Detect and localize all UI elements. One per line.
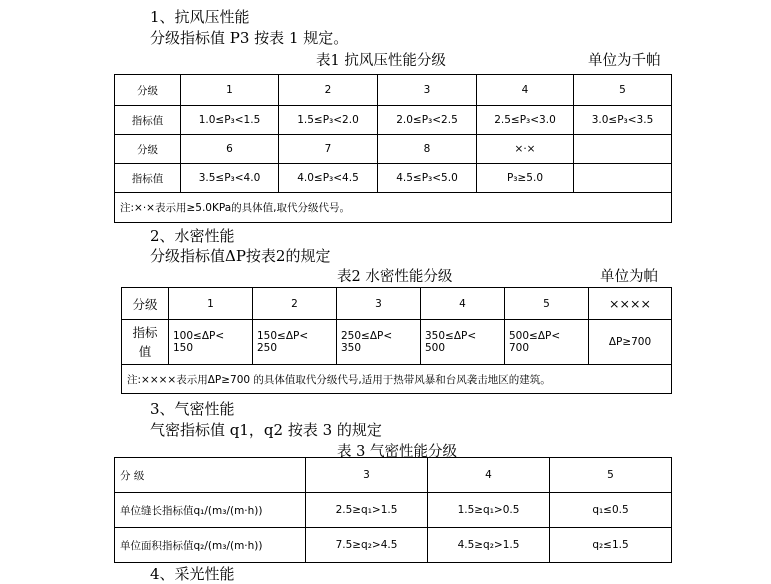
table-cell: 单位面积指标值q₂/(m₃/(m·h)) bbox=[115, 528, 306, 563]
table-cell: ×××× bbox=[589, 288, 672, 320]
table-cell: 分级 bbox=[115, 135, 181, 164]
table-cell: 2.5≥q₁>1.5 bbox=[306, 493, 428, 528]
table-row bbox=[122, 288, 672, 320]
table-cell: q₂≤1.5 bbox=[550, 528, 672, 563]
table-cell: 1 bbox=[181, 75, 279, 106]
table-3-caption: 表 3 气密性能分级 bbox=[337, 444, 457, 460]
table-cell: 1.5≤P₃<2.0 bbox=[279, 106, 378, 135]
table-cell: 指标值 bbox=[115, 164, 181, 193]
range-bottom: 500 bbox=[425, 342, 446, 354]
table-row bbox=[122, 320, 672, 365]
water-tightness-table bbox=[121, 287, 672, 394]
table-cell: 5 bbox=[505, 288, 589, 320]
range-top: 150≤ΔP< bbox=[257, 330, 309, 342]
table-cell: 6 bbox=[181, 135, 279, 164]
wind-pressure-table bbox=[114, 74, 672, 223]
table-cell: ×·× bbox=[477, 135, 574, 164]
table-row bbox=[115, 106, 672, 135]
range-bottom: 350 bbox=[341, 342, 362, 354]
section-1-heading: 1、抗风压性能 bbox=[150, 8, 250, 26]
table-1-caption: 表1 抗风压性能分级 bbox=[316, 53, 446, 69]
table-note: 注:××××表示用ΔP≥700 的具体值取代分级代号,适用于热带风暴和台风袭击地区的建筑。 bbox=[122, 365, 672, 394]
table-cell bbox=[505, 320, 589, 365]
table-row bbox=[115, 193, 672, 223]
range-top: 100≤ΔP< bbox=[173, 330, 225, 342]
table-cell: 4 bbox=[477, 75, 574, 106]
table-2-unit: 单位为帕 bbox=[600, 269, 658, 285]
label-top: 指标 bbox=[132, 325, 158, 340]
table-cell: 指标值 bbox=[115, 106, 181, 135]
table-cell: 7 bbox=[279, 135, 378, 164]
table-row bbox=[122, 365, 672, 394]
table-row bbox=[115, 75, 672, 106]
table-cell: 2.5≤P₃<3.0 bbox=[477, 106, 574, 135]
table-2-caption: 表2 水密性能分级 bbox=[337, 269, 453, 285]
table-cell: 1.5≥q₁>0.5 bbox=[428, 493, 550, 528]
table-row bbox=[115, 528, 672, 563]
table-cell: P₃≥5.0 bbox=[477, 164, 574, 193]
table-cell: 5 bbox=[550, 458, 672, 493]
section-1-text: 分级指标值 P3 按表 1 规定。 bbox=[150, 29, 349, 47]
range-bottom: 700 bbox=[509, 342, 530, 354]
table-cell bbox=[337, 320, 421, 365]
table-note: 注:×·×表示用≥5.0KPa的具体值,取代分级代号。 bbox=[115, 193, 672, 223]
section-2-text: 分级指标值ΔP按表2的规定 bbox=[150, 247, 331, 265]
table-cell: 8 bbox=[378, 135, 477, 164]
section-3-text: 气密指标值 q1，q2 按表 3 的规定 bbox=[150, 421, 382, 439]
table-cell bbox=[253, 320, 337, 365]
range-top: 500≤ΔP< bbox=[509, 330, 561, 342]
table-row bbox=[115, 458, 672, 493]
table-cell: 3 bbox=[378, 75, 477, 106]
table-cell: 4.0≤P₃<4.5 bbox=[279, 164, 378, 193]
table-row bbox=[115, 135, 672, 164]
table-cell: 2 bbox=[279, 75, 378, 106]
table-cell: 5 bbox=[574, 75, 672, 106]
range-top: 350≤ΔP< bbox=[425, 330, 477, 342]
table-cell: 分级 bbox=[122, 288, 169, 320]
table-cell bbox=[421, 320, 505, 365]
air-tightness-table bbox=[114, 457, 672, 563]
table-row bbox=[115, 493, 672, 528]
table-cell bbox=[574, 164, 672, 193]
table-cell: 分 级 bbox=[115, 458, 306, 493]
table-cell bbox=[169, 320, 253, 365]
table-cell: 4.5≤P₃<5.0 bbox=[378, 164, 477, 193]
table-cell: 4.5≥q₂>1.5 bbox=[428, 528, 550, 563]
table-cell: 2.0≤P₃<2.5 bbox=[378, 106, 477, 135]
table-cell bbox=[574, 135, 672, 164]
table-cell: q₁≤0.5 bbox=[550, 493, 672, 528]
table-cell: ΔP≥700 bbox=[589, 320, 672, 365]
table-cell: 2 bbox=[253, 288, 337, 320]
section-2-heading: 2、水密性能 bbox=[150, 227, 235, 245]
table-cell: 7.5≥q₂>4.5 bbox=[306, 528, 428, 563]
table-cell: 1.0≤P₃<1.5 bbox=[181, 106, 279, 135]
section-4-heading: 4、采光性能 bbox=[150, 565, 235, 583]
table-cell: 分级 bbox=[115, 75, 181, 106]
range-bottom: 250 bbox=[257, 342, 278, 354]
table-cell: 1 bbox=[169, 288, 253, 320]
table-cell: 单位缝长指标值q₁/(m₃/(m·h)) bbox=[115, 493, 306, 528]
table-cell: 4 bbox=[421, 288, 505, 320]
table-cell bbox=[122, 320, 169, 365]
range-bottom: 150 bbox=[173, 342, 194, 354]
table-cell: 3.5≤P₃<4.0 bbox=[181, 164, 279, 193]
table-cell: 3 bbox=[306, 458, 428, 493]
section-3-heading: 3、气密性能 bbox=[150, 400, 235, 418]
range-top: 250≤ΔP< bbox=[341, 330, 393, 342]
table-1-unit: 单位为千帕 bbox=[588, 53, 661, 69]
table-cell: 3 bbox=[337, 288, 421, 320]
table-cell: 3.0≤P₃<3.5 bbox=[574, 106, 672, 135]
table-row bbox=[115, 164, 672, 193]
label-bottom: 值 bbox=[138, 344, 152, 359]
table-cell: 4 bbox=[428, 458, 550, 493]
